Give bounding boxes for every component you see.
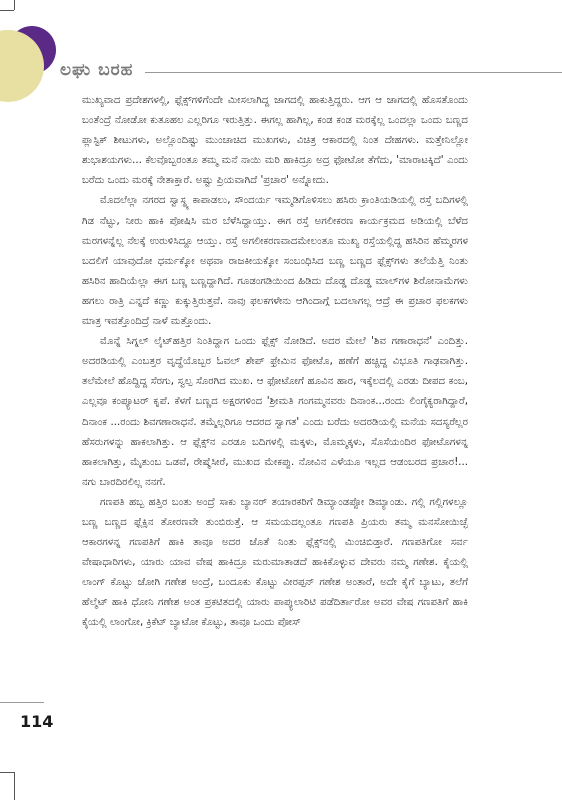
paragraph: ಗಣಪತಿ ಹಬ್ಬ ಹತ್ತಿರ ಬಂತು ಅಂದ್ರೆ ಸಾಕು ಬ್ಯಾನರ್ ತಯಾರಕರಿಗೆ ಡಿಮ್ಯಾಂಡಪ್ಪೋ ಡಿಮ್ಯಾಂಡು. ಗಲ್ಲಿ ಗಲ್ಲಿಗಳಲ್ಲೂ ಬಣ್ಣ ಬಣ್ಣದ ಫ್ಲೆಕ್ಸಿನ ತೋರಣವೇ ತುಂಬಿರುತ್ತೆ. ಆ ಸಮಯದಲ್ಲಂತೂ ಗಣಪತಿ ಪ್ರಿಯರು ತಮ್ಮ ಮನಸೋಯಿಚ್ಛೆ ಆಕಾರಗಳನ್ನ ಗಣಪತಿಗೆ ಹಾಕಿ ತಾವೂ ಅದರ ಜೊತೆ ನಿಂತು ಫ್ಲೆಕ್ಸ್‌ನಲ್ಲಿ ಮಿಂಚಿಬಿಡ್ತಾರೆ. ಗಣಪತಿಗೋ ಸರ್ವ ವೇಷಾಧಾರಿಗಳು, ಯಾರು ಯಾವ ವೇಷ ಹಾಕಿದ್ರೂ ಮರುಮಾತಾಡದೆ ಹಾಕಿಕೊಳ್ಳುವ ದೇವರು ನಮ್ಮ ಗಣೇಶ. ಕೈಯಲ್ಲಿ ಲಾಂಗ್ ಕೊಟ್ಟು ಜೋಗಿ ಗಣೇಶ ಅಂದ್ರೆ, ಬಂದೂಕು ಕೊಟ್ಟು ವೀರಪ್ಪನ್ ಗಣೇಶ ಅಂತಾರೆ, ಅದೇ ಕೈಗೆ ಬ್ಯಾಟು, ತಲೆಗೆ ಹೆಲ್ಮೆಟ್ ಹಾಕಿ ಧೋನಿ ಗಣೇಶ ಅಂತ ಪ್ರಕಟಿತದಲ್ಲಿ ಯಾರು ಪಾಪ್ಯುಲಾರಿಟಿ ಪಡೆದಿರ್ತಾರೋ ಅವರ ವೇಷ ಗಣಪತಿಗೆ ಹಾಕಿ ಕೈಯಲ್ಲಿ ಲಾಂಗೋ, ಕ್ರಿಕೆಟ್ ಬ್ಯಾಟೋ ಕೊಟ್ಟು, ತಾವೂ ಒಂದು ಪೋಸ್: [82, 496, 468, 629]
article-body: [82, 91, 468, 634]
paragraph: ಮೊದಲೆಲ್ಲಾ ನಗರದ ಸ್ವಾಸ್ಥ್ಯ ಕಾಪಾಡಲು, ಸೌಂದರ್ಯ ಇಮ್ಮಡಿಗೊಳಿಸಲು ಹಸಿರು ಕ್ರಾಂತಿಯಡಿಯಲ್ಲಿ ರಸ್ತೆ ಬದಿಗಳಲ್ಲಿ ಗಿಡ ನೆಟ್ಟು, ನೀರು ಹಾಕಿ ಪೋಷಿಸಿ ಮರ ಬೆಳೆಸಿದ್ದಾಯ್ತು. ಈಗ ರಸ್ತೆ ಅಗಲೀಕರಣ ಕಾರ್ಯಕ್ರಮದ ಅಡಿಯಲ್ಲಿ ಬೆಳೆದ ಮರಗಳನ್ನೆಲ್ಲ ನೆಲಕ್ಕೆ ಉರುಳಿಸಿದ್ದೂ ಆಯ್ತು. ರಸ್ತೆ ಅಗಲೀಕರಣವಾದಮೇಲಂತೂ ಮುಖ್ಯ ರಸ್ತೆಯಲ್ಲಿದ್ದ ಹಸಿರಿನ ಹೆಮ್ಮರಗಳ ಬದಲಿಗೆ ಯಾವುದೋ ಧರ್ಮಕ್ಕೋ ಅಥವಾ ರಾಜಕೀಯಕ್ಕೋ ಸಂಬಂಧಿಸಿದ ಬಣ್ಣ ಬಣ್ಣದ ಫ್ಲೆಕ್ಸ್‌ಗಳು ತಲೆಯೆತ್ತಿ ನಿಂತು ಹಸಿರಿನ ಹಾದಿಯೆಲ್ಲಾ ಈಗ ಬಣ್ಣ ಬಣ್ಣದ್ದಾಗಿದೆ. ಗೂಡಂಗಡಿಯಿಂದ ಹಿಡಿದು ದೊಡ್ಡ ದೊಡ್ಡ ಮಾಲ್‌ಗಳ ಶಿರೋನಾಮೆಗಳು ಹಗಲು ರಾತ್ರಿ ಎನ್ನದೆ ಕಣ್ಣು ಕುಕ್ಕುತ್ತಿರುತ್ತವೆ. ನಾವು ಫಲಕಗಳೇನು ಆಗಿಂದಾಗ್ಗೆ ಬದಲಾಗಲ್ಲ ಆದ್ರೆ ಈ ಪ್ರಚಾರ ಫಲಕಗಳು ಮಾತ್ರ ಇವತ್ತೊಂದಿದ್ರೆ ನಾಳೆ ಮತ್ತೊಂದು.: [82, 195, 468, 328]
crop-mark: [14, 0, 15, 10]
crop-mark: [0, 10, 14, 11]
page-number: 114: [20, 712, 54, 731]
section-title: ಲಘು ಬರಹ: [60, 60, 134, 80]
header-rule: [145, 72, 562, 73]
paragraph: ಮೊನ್ನೆ ಸಿಗ್ನಲ್ ಲೈಟ್‌ಹತ್ತಿರ ನಿಂತಿದ್ದಾಗ ಒಂದು ಫ್ಲೆಕ್ಸ್ ನೋಡಿದೆ. ಅದರ ಮೇಲೆ 'ಶಿವ ಗಣಾರಾಧನೆ' ಎಂದಿತ್ತು. ಅದರಡಿಯಲ್ಲಿ ಎಂಬತ್ತರ ವೃದ್ಧೆಯೊಬ್ಬರ ಓವಲ್ ಶೇಪ್ ಫ್ರೇಮಿನ ಫೋಟೊ, ಹಣೆಗೆ ಹಚ್ಚಿದ್ದ ವಿಭೂತಿ ಗಾಢವಾಗಿತ್ತು. ತಲೆಮೇಲೆ ಹೊದ್ದಿದ್ದ ಸೆರಗು, ಸ್ವಲ್ಪ ಸೊರಗಿದ ಮುಖ. ಆ ಫೋಟೋಗೆ ಹೂವಿನ ಹಾರ, ಇಕ್ಕೆಲದಲ್ಲಿ ಎರಡು ದೀಪದ ಕಂಬ, ಎಲ್ಲವೂ ಕಂಪ್ಯೂಟರ್ ಕೃಪೆ. ಕೆಳಗೆ ಬಣ್ಣದ ಅಕ್ಷರಗಳಿಂದ 'ಶ್ರೀಮತಿ ಗಂಗಮ್ಮನವರು ದಿನಾಂಕ...ರಂದು ಲಿಂಗೈಕ್ಯರಾಗಿದ್ದಾರೆ, ದಿನಾಂಕ ...ರಂದು ಶಿವಗಣಾರಾಧನೆ. ತಮ್ಮೆಲ್ಲರಿಗೂ ಆದರದ ಸ್ವಾಗತ' ಎಂದು ಬರೆದು ಅದರಡಿಯಲ್ಲಿ ಮನೆಯ ಸದಸ್ಯರೆಲ್ಲರ ಹೆಸರುಗಳನ್ನು ಹಾಕಲಾಗಿತ್ತು. ಆ ಫ್ಲೆಕ್ಸ್‌ನ ಎರಡೂ ಬದಿಗಳಲ್ಲಿ ಮಕ್ಕಳು, ಮೊಮ್ಮಕ್ಕಳು, ಸೊಸೆಯಂದಿರ ಫೋಟೊಗಳನ್ನ ಹಾಕಲಾಗಿತ್ತು, ಮೈತುಂಬ ಒಡವೆ, ರೇಷ್ಮೆಸೀರೆ, ಮುಖದ ಮೇಕಪ್ಪು. ನೋವಿನ ಎಳೆಯೂ ಇಲ್ಲದ ಆಡಂಬರದ ಪ್ರಚಾರ!... ನಗು ಬಾರದಿರಲಿಲ್ಲ ನನಗೆ.: [82, 336, 468, 488]
crop-mark: [14, 772, 15, 800]
crop-mark: [0, 772, 14, 773]
footer-rule: [0, 702, 44, 703]
paragraph: ಮುಖ್ಯವಾದ ಪ್ರದೇಶಗಳಲ್ಲಿ, ಫ್ಲೆಕ್ಸ್‌ಗಳಿಗೆಂದೇ ಮೀಸಲಾಗಿದ್ದ ಜಾಗದಲ್ಲಿ ಹಾಕುತ್ತಿದ್ದರು. ಆಗ ಆ ಜಾಗದಲ್ಲಿ ಹೊಸತೊಂದು ಬಂತೆಂದ್ರೆ ನೋಡೋ ಕುತೂಹಲ ಎಲ್ಲರಿಗೂ ಇರುತ್ತಿತ್ತು. ಈಗಲ್ಲ ಹಾಗಿಲ್ಲ, ಕಂಡ ಕಂಡ ಮರಕ್ಕೆಲ್ಲ ಒಂದಲ್ಲಾ ಒಂದು ಬಣ್ಣದ ಪ್ಲಾಸ್ಟಿಕ್ ಶೀಟುಗಳು, ಅಲ್ಲೊಂದಿಷ್ಟು ಮುಂಚಾಚಿದ ಮುಖಗಳು, ವಿಚಿತ್ರ ಆಕಾರದಲ್ಲಿ ನಿಂತ ದೇಹಗಳು. ಮತ್ತೇನಿಲ್ಲೋ ಶುಭಾಶಯಗಳು... ಕೆಲವೊಬ್ಬರಂತೂ ತಮ್ಮ ಮನೆ ನಾಯಿ ಮರಿ ಹಾಕಿದ್ರೂ ಅದ್ರ ಫೋಟೋ ತೆಗೆದು, 'ಮಾರಾಟಕ್ಕಿದೆ' ಎಂದು ಬರೆದು ಒಂದು ಮರಕ್ಕೆ ನೇತಾಕ್ತಾರೆ. ಅಷ್ಟು ಪ್ರಿಯವಾಗಿದೆ 'ಪ್ರಚಾರ' ಅನ್ನೋದು.: [82, 95, 468, 187]
